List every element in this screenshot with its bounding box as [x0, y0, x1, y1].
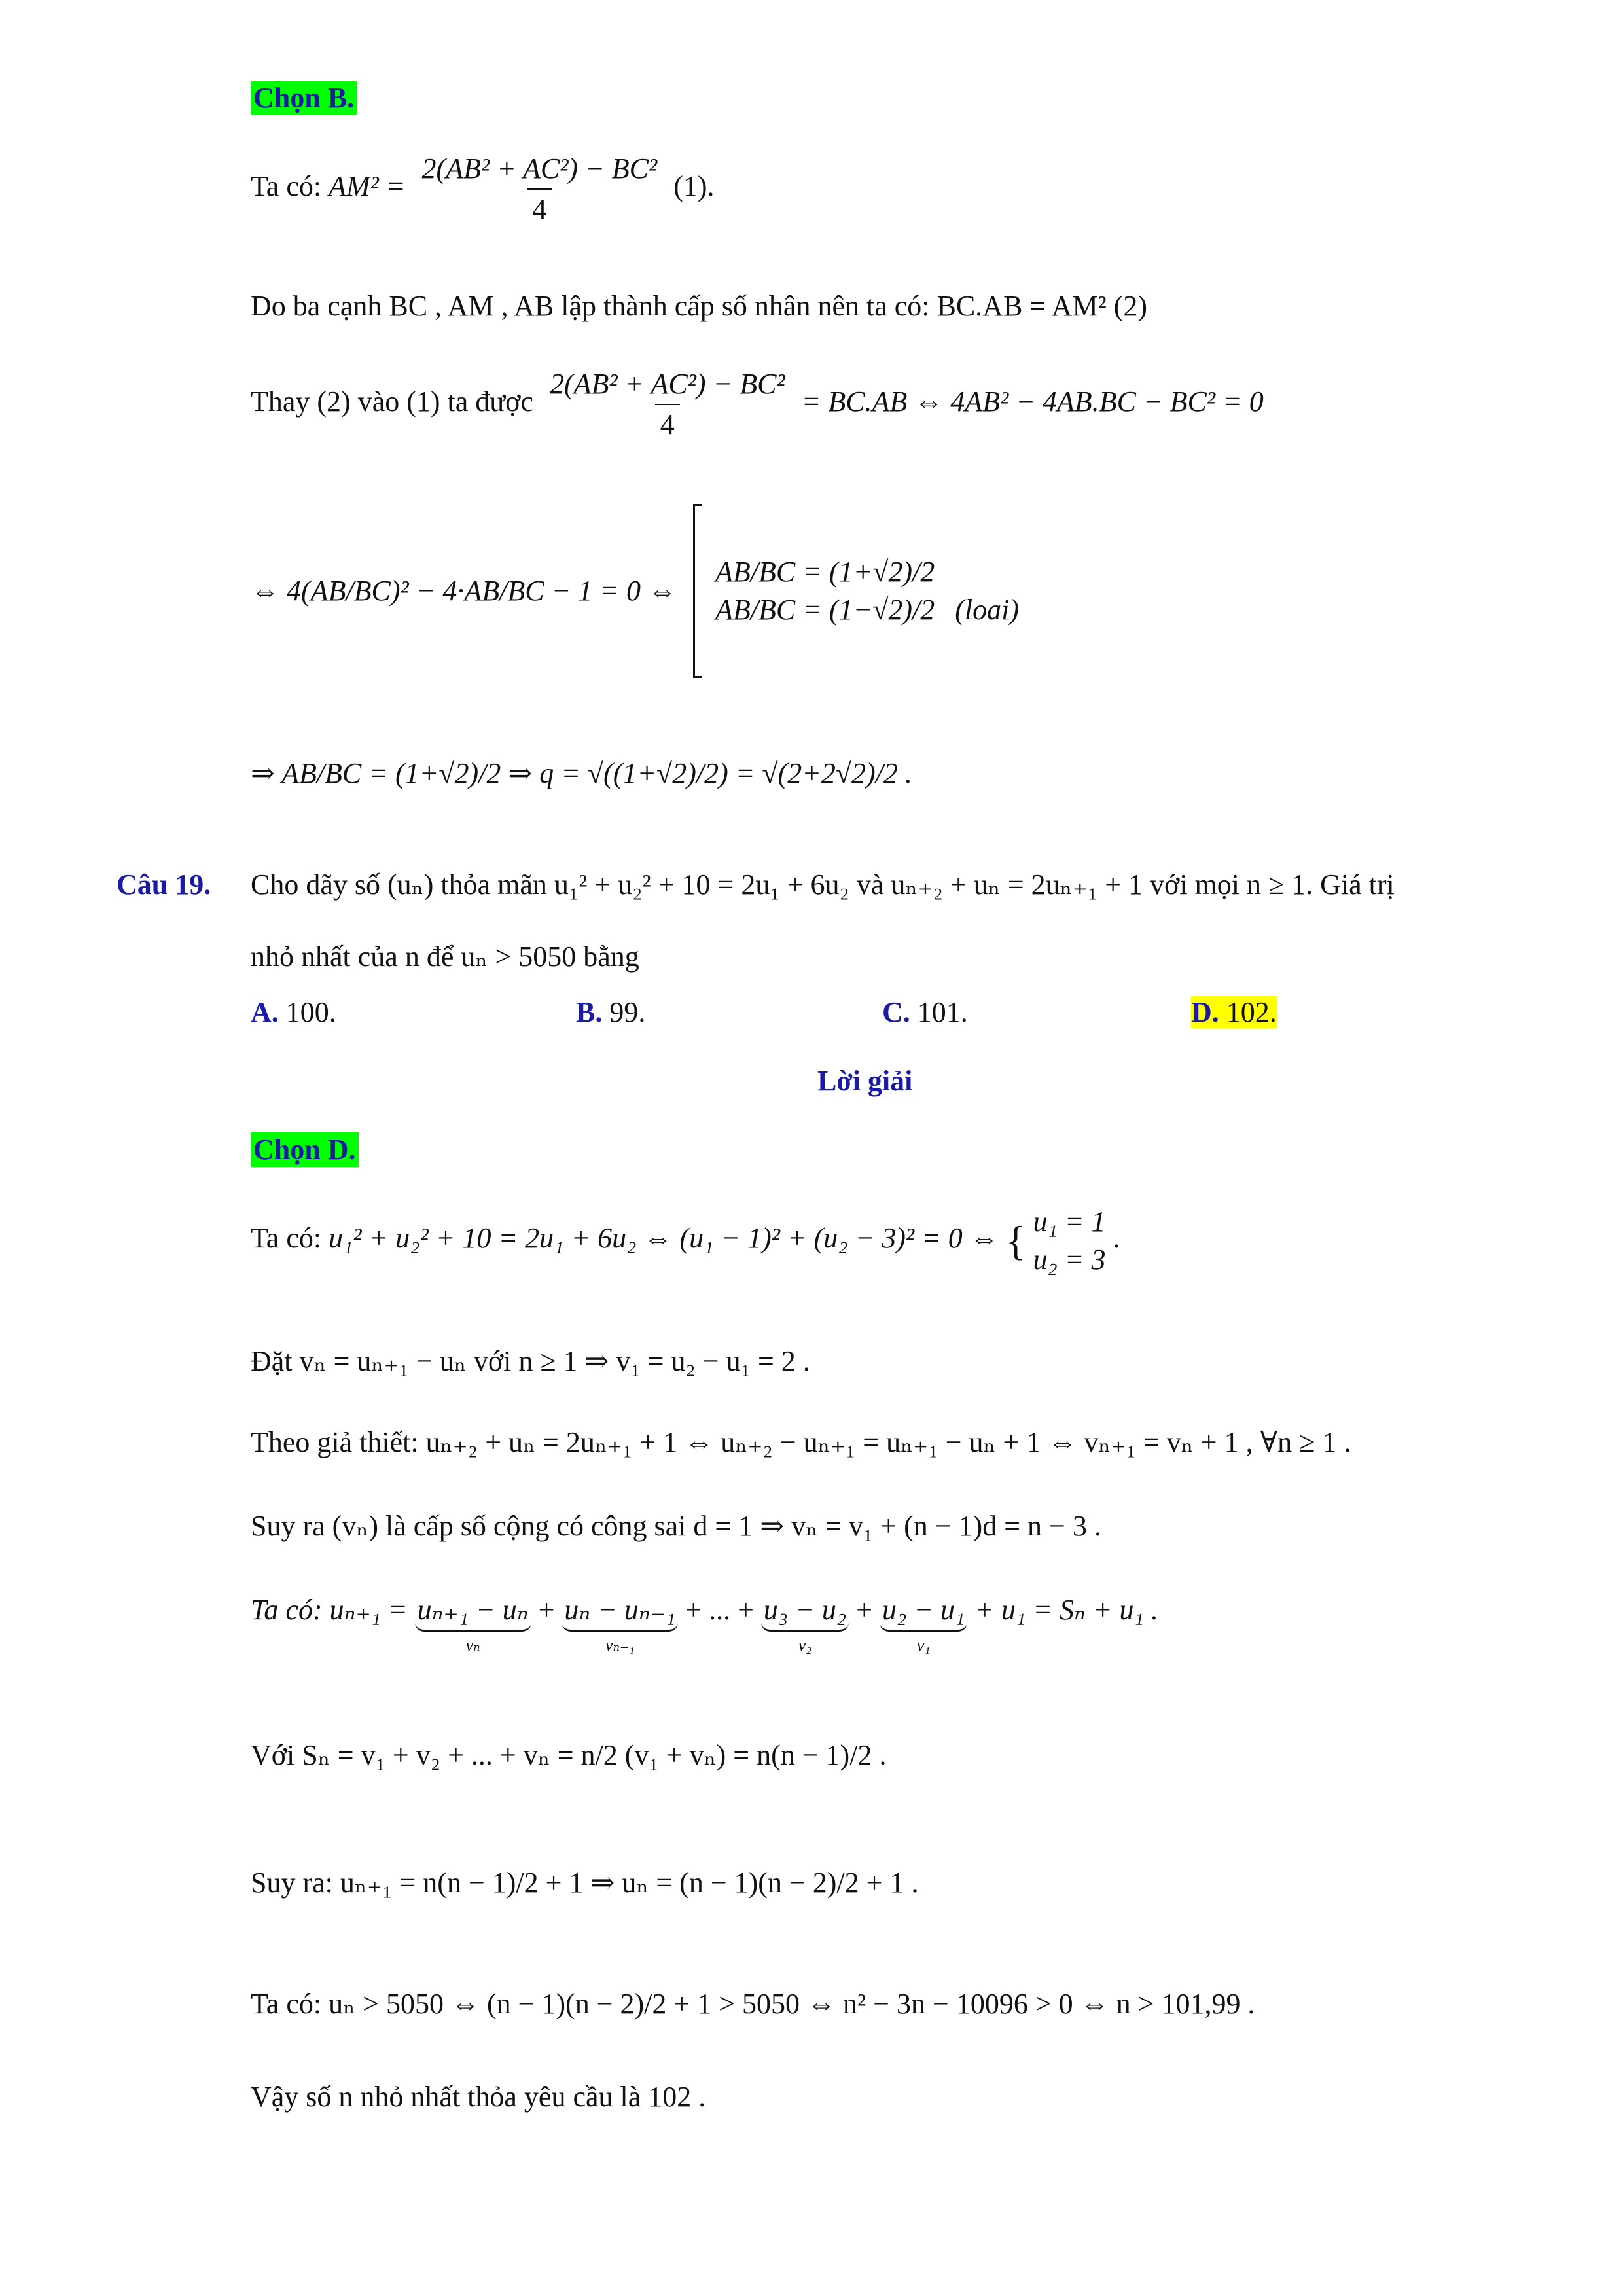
initial-terms-system: Ta có: u₁² + u₂² + 10 = 2u₁ + 6u₂ ⇔ (u₁ − 1)² + (u₂ − 3)² = 0 ⇔ { u₁ = 1 u₂ = 3 .	[251, 1206, 1120, 1276]
quadratic-ratio-equation: ⇔ 4(AB/BC)² − 4·AB/BC − 1 = 0 ⇔ AB/BC = (1+√2)/2 AB/BC = (1−√2)/2 (loai)	[251, 504, 1019, 678]
final-answer: Vậy số n nhỏ nhất thỏa yêu cầu là 102 .	[251, 2081, 706, 2113]
sum-sn: Với Sₙ = v₁ + v₂ + ... + vₙ = n/2 (v₁ + vₙ) = n(n − 1)/2 .	[251, 1739, 887, 1771]
question-19-label: Câu 19.	[116, 869, 211, 901]
case-positive: AB/BC = (1+√2)/2	[715, 556, 935, 588]
option-c[interactable]: C. 101.	[882, 996, 968, 1028]
substitution-equation: Thay (2) vào (1) ta được $\frac{\text{2(AB² + AC²) − BC²}}{4}$ = BC.AB ⇔ 4AB² − 4AB.BC − BC² = 0	[251, 368, 1264, 440]
case-negative: AB/BC = (1−√2)/2	[715, 594, 935, 626]
choice-b-label: Chọn B.	[251, 84, 357, 113]
telescoping-sum: Ta có: uₙ₊₁ = uₙ₊₁ − uₙ vₙ + uₙ − uₙ₋₁ vₙ₋₁ + ... + u₃ − u₂ v₂ + u₂ − u₁ v₁ + u₁ = Sₙ + u₁ .	[251, 1594, 1158, 1655]
case-bracket	[693, 504, 702, 678]
arithmetic-progression-vn: Suy ra (vₙ) là cấp số cộng có công sai d = 1 ⇒ vₙ = v₁ + (n − 1)d = n − 3 .	[251, 1510, 1101, 1542]
question-19-text-line2: nhỏ nhất của n để uₙ > 5050 bằng	[251, 941, 639, 973]
choice-d-label: Chọn D.	[251, 1136, 359, 1164]
option-d-correct[interactable]: D. 102.	[1191, 996, 1277, 1028]
geometric-progression-statement: Do ba cạnh BC , AM , AB lập thành cấp số nhân nên ta có: BC.AB = AM² (2)	[251, 290, 1148, 322]
formula-am-squared: Ta có: AM² = $\frac{\text{2(AB² + AC²) − BC²}}{4}$ (1).	[251, 152, 715, 225]
general-term-un: Suy ra: uₙ₊₁ = n(n − 1)/2 + 1 ⇒ uₙ = (n − 1)(n − 2)/2 + 1 .	[251, 1867, 919, 1899]
option-a[interactable]: A. 100.	[251, 996, 336, 1028]
option-b[interactable]: B. 99.	[576, 996, 646, 1028]
inequality-solution: Ta có: uₙ > 5050 ⇔ (n − 1)(n − 2)/2 + 1 > 5050 ⇔ n² − 3n − 10096 > 0 ⇔ n > 101,99 .	[251, 1988, 1255, 2020]
define-vn: Đặt vₙ = uₙ₊₁ − uₙ với n ≥ 1 ⇒ v₁ = u₂ − u₁ = 2 .	[251, 1345, 810, 1377]
recurrence-derivation: Theo giả thiết: uₙ₊₂ + uₙ = 2uₙ₊₁ + 1 ⇔ uₙ₊₂ − uₙ₊₁ = uₙ₊₁ − uₙ + 1 ⇔ vₙ₊₁ = vₙ + 1 , ∀n ≥ 1 .	[251, 1426, 1351, 1458]
question-19-text-line1: Cho dãy số (uₙ) thỏa mãn u₁² + u₂² + 10 = 2u₁ + 6u₂ và uₙ₊₂ + uₙ = 2uₙ₊₁ + 1 với mọi n ≥ 1. Giá trị	[251, 869, 1395, 901]
solution-heading: Lời giải	[817, 1065, 913, 1097]
ratio-q-result: ⇒ AB/BC = (1+√2)/2 ⇒ q = √((1+√2)/2) = √(2+2√2)/2 .	[251, 757, 912, 789]
